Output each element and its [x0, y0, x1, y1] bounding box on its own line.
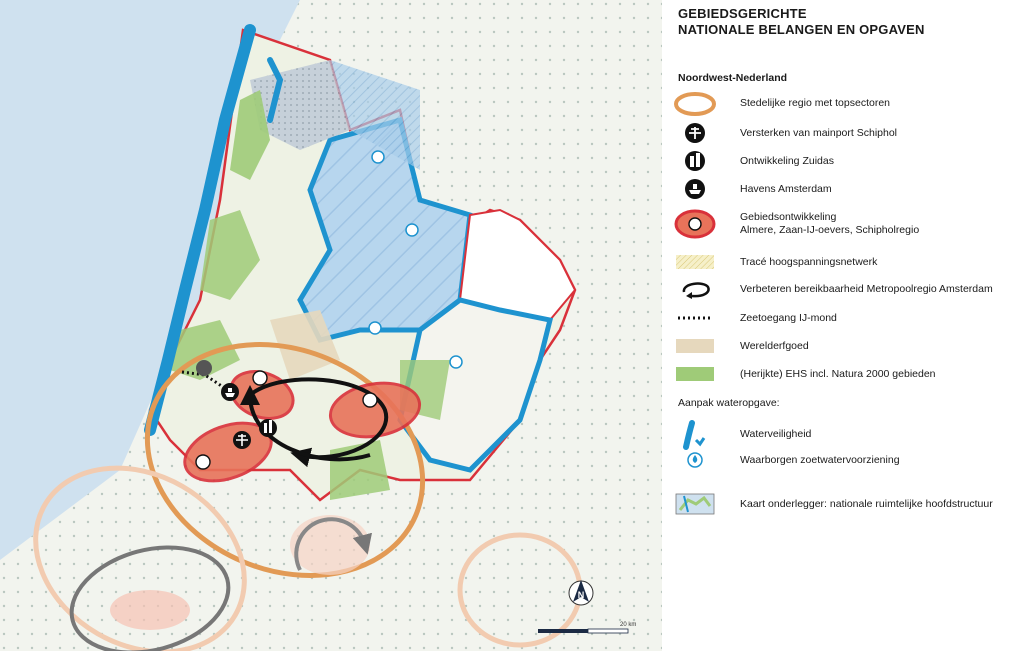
- legend-label-line-2: Almere, Zaan-IJ-oevers, Schipholregio: [740, 224, 920, 236]
- legend-item: [668, 448, 1016, 472]
- title-line-2: NATIONALE BELANGEN EN OPGAVEN: [678, 22, 925, 37]
- airplane-icon: [674, 121, 716, 145]
- north-label: N: [577, 590, 585, 600]
- ship-icon: [674, 177, 716, 201]
- title-line-1: GEBIEDSGERICHTE: [678, 6, 807, 21]
- loop-arrow-icon: [674, 277, 716, 301]
- airplane-icon: [233, 431, 251, 449]
- legend-item: [668, 121, 1016, 145]
- blue-stroke-icon: [674, 420, 716, 450]
- legend-label: Werelderfgoed: [740, 340, 809, 352]
- base-map-thumbnail-icon: [674, 492, 716, 516]
- legend-label: Verbeteren bereikbaarheid Metropoolregio Amsterdam: [740, 283, 993, 295]
- dotted-line-icon: [674, 306, 716, 330]
- legend-item: [668, 92, 1016, 116]
- beige-swatch-icon: [674, 334, 716, 358]
- region-heading: Noordwest-Nederland: [678, 72, 788, 84]
- red-ellipse-icon: [674, 208, 716, 240]
- green-swatch-icon: [674, 362, 716, 386]
- development-rotterdam: [110, 590, 190, 630]
- urban-region-utrecht: [290, 515, 370, 575]
- legend-label: Havens Amsterdam: [740, 183, 832, 195]
- water-drop-icon: [674, 448, 716, 472]
- development-marker-schiphol: [196, 455, 210, 469]
- legend-label: Zeetoegang IJ-mond: [740, 312, 837, 324]
- port-marker-ijmuiden: [196, 360, 212, 376]
- legend-label: (Herijkte) EHS incl. Natura 2000 gebieden: [740, 368, 936, 380]
- office-building-icon: [674, 149, 716, 173]
- legend-label: [740, 211, 919, 237]
- north-arrow: [569, 580, 593, 605]
- legend-item: [668, 334, 1016, 358]
- legend-label: Tracé hoogspanningsnetwerk: [740, 256, 878, 268]
- legend-panel: [668, 0, 1016, 651]
- legend-label: Ontwikkeling Zuidas: [740, 155, 834, 167]
- legend-title: [678, 6, 925, 38]
- legend-item: [668, 492, 1016, 516]
- legend-label: Waterveiligheid: [740, 428, 812, 440]
- legend-label: Stedelijke regio met topsectoren: [740, 97, 890, 109]
- scale-label: 20 km: [620, 622, 637, 628]
- legend-item: [668, 306, 1016, 330]
- legend-item: [668, 420, 1016, 450]
- development-marker-almere: [363, 393, 377, 407]
- office-building-icon: [259, 419, 277, 437]
- legend-label: Versterken van mainport Schiphol: [740, 127, 898, 139]
- legend-item: [668, 250, 1016, 274]
- legend-label: Waarborgen zoetwatervoorziening: [740, 454, 900, 466]
- legend-item: [668, 362, 1016, 386]
- legend-item: [668, 177, 1016, 201]
- legend-item: [668, 277, 1016, 301]
- development-marker-zaan: [253, 371, 267, 385]
- ship-icon: [221, 383, 239, 401]
- legend-item: [668, 149, 1016, 173]
- legend-label-line-1: Gebiedsontwikkeling: [740, 211, 837, 223]
- hatch-swatch-icon: [674, 250, 716, 274]
- orange-ellipse-icon: [674, 92, 716, 116]
- legend-label: Kaart onderlegger: nationale ruimtelijke hoofdstructuur: [740, 498, 993, 510]
- legend-item: [668, 208, 1016, 240]
- water-heading: Aanpak wateropgave:: [678, 397, 780, 409]
